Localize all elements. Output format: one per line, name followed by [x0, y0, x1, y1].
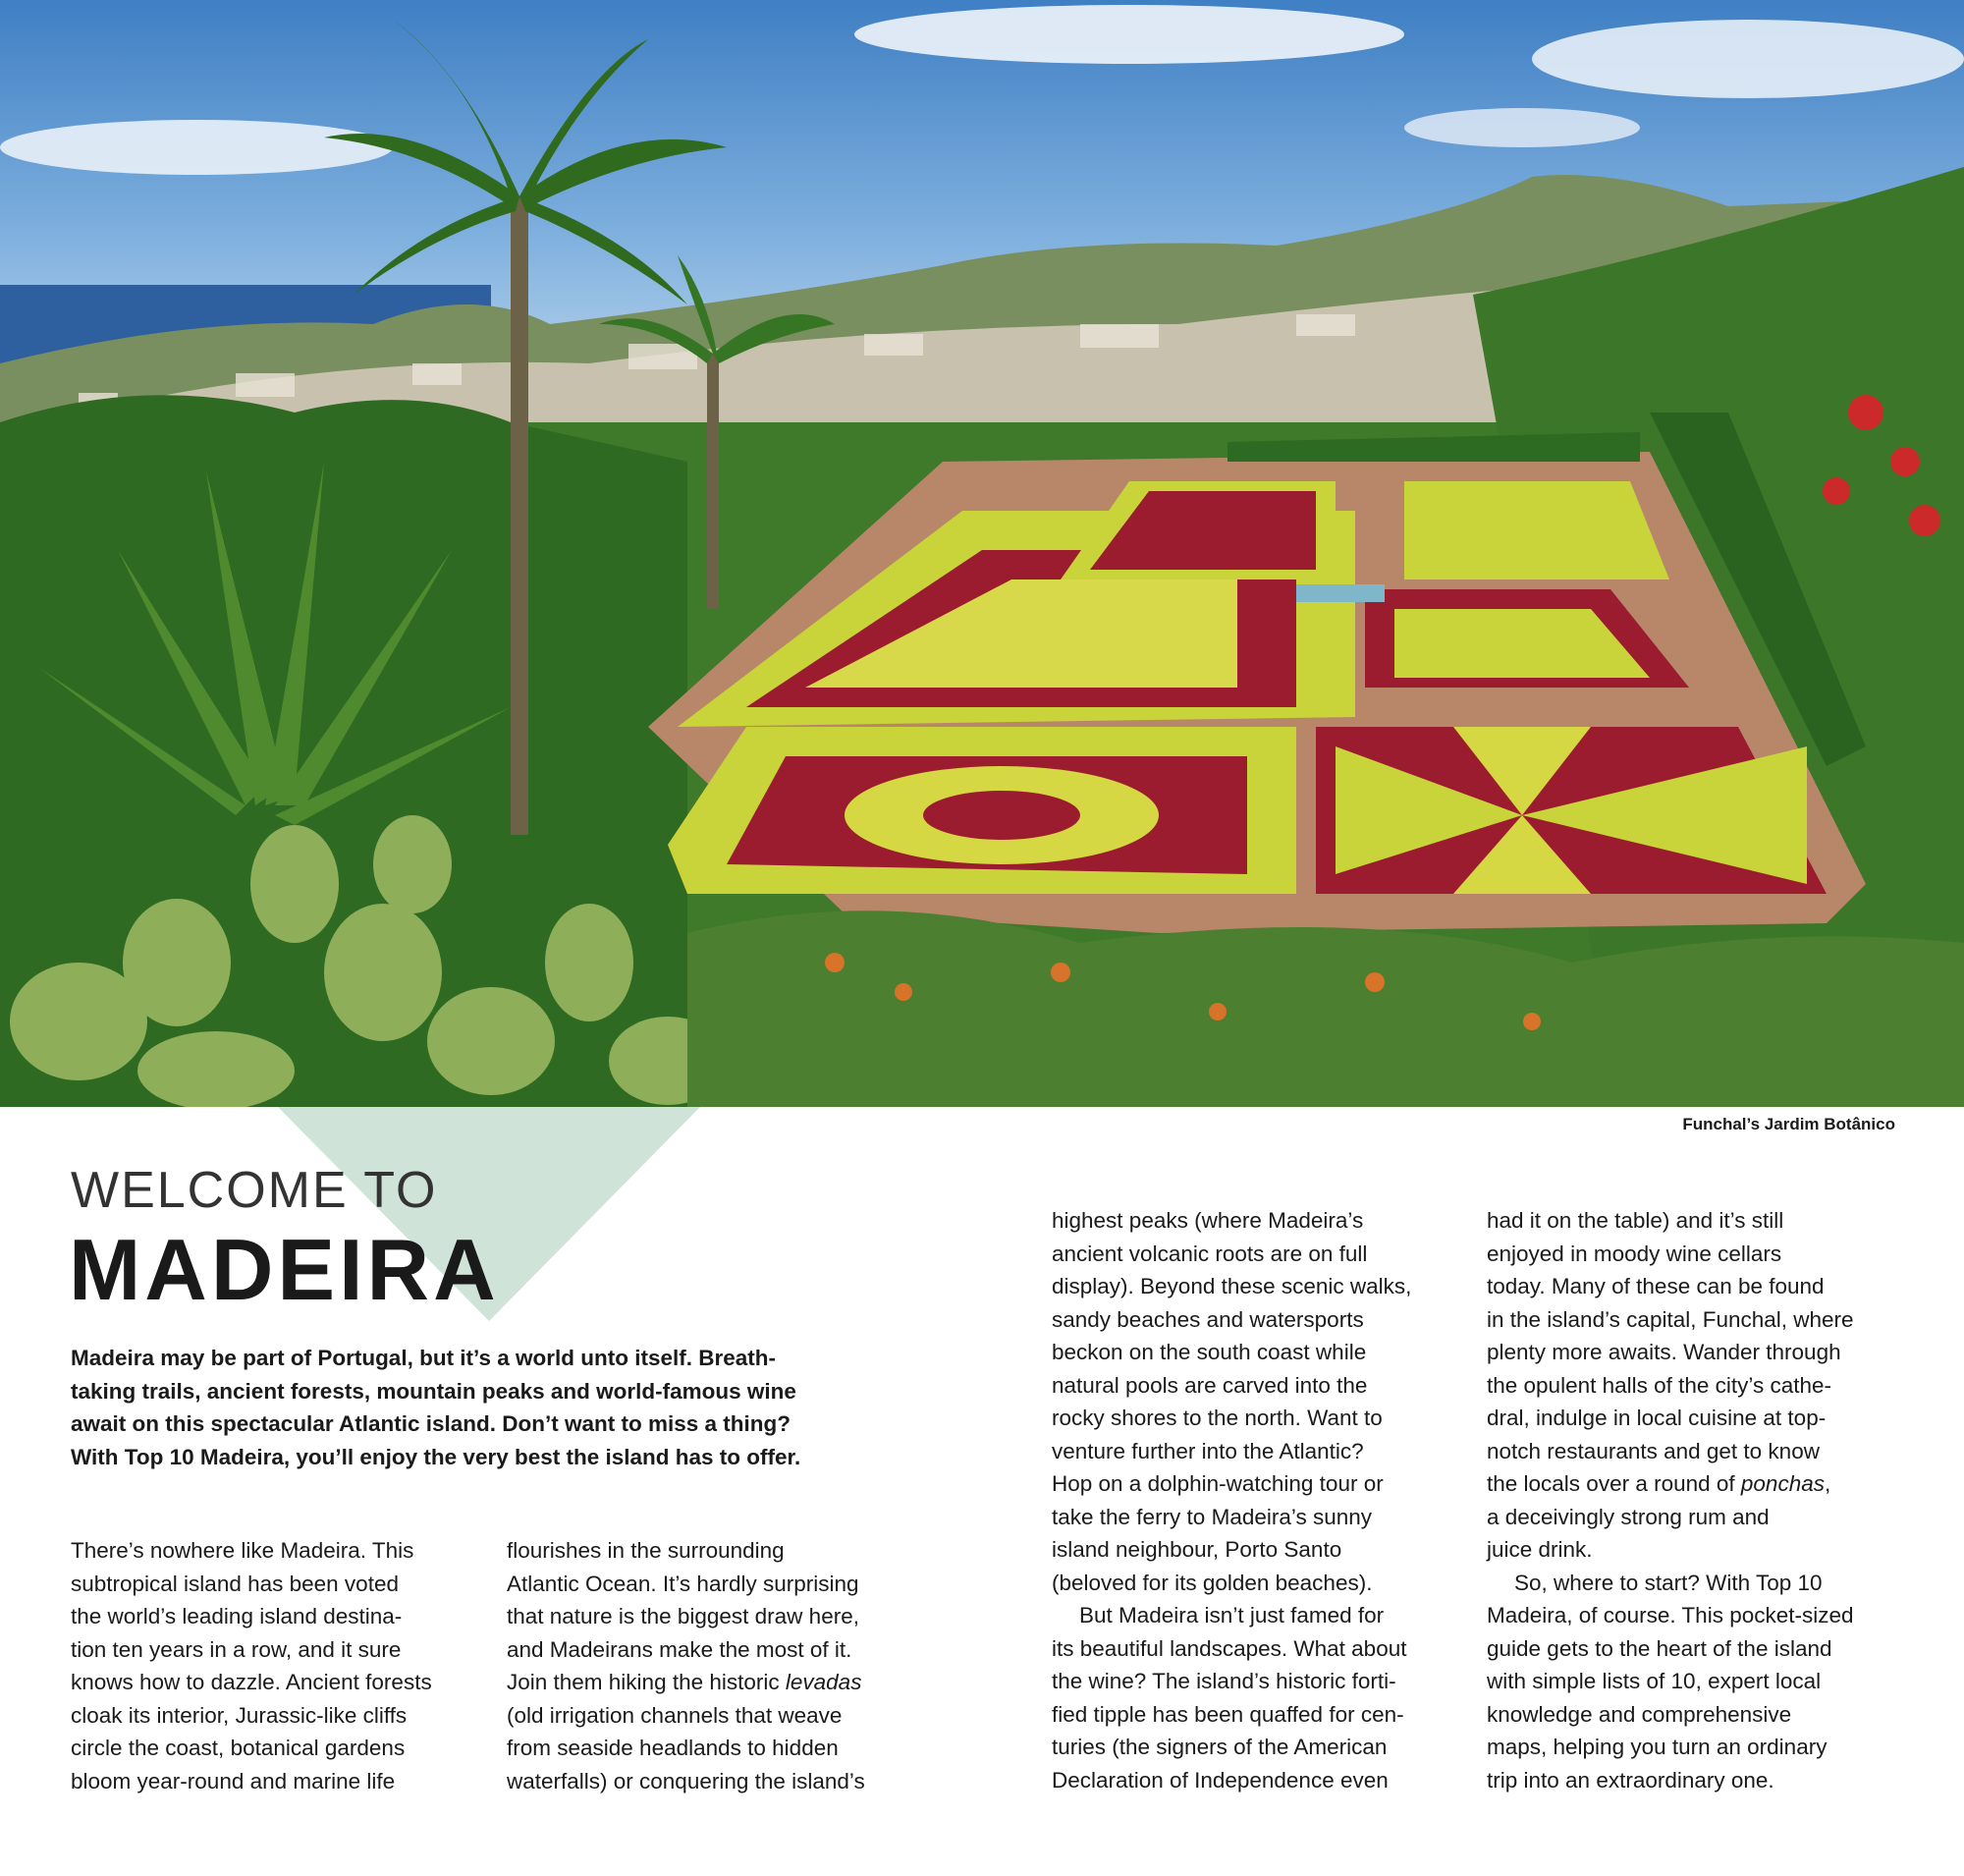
body-line: today. Many of these can be found: [1487, 1274, 1825, 1298]
body-line: in the island’s capital, Funchal, where: [1487, 1306, 1854, 1332]
body-line: guide gets to the heart of the island: [1487, 1635, 1832, 1661]
body-line: dral, indulge in local cuisine at top-: [1487, 1406, 1827, 1430]
body-line: knowledge and comprehensive: [1487, 1701, 1792, 1727]
body-line: enjoyed in moody wine cellars: [1487, 1241, 1782, 1266]
body-line: beckon on the south coast while: [1052, 1340, 1367, 1364]
body-line: venture further into the Atlantic?: [1052, 1438, 1364, 1463]
intro-line: taking trails, ancient forests, mountain peaks and world-famous wine: [71, 1378, 796, 1404]
body-line: maps, helping you turn an ordinary: [1487, 1735, 1828, 1759]
body-line: tion ten years in a row, and it sure: [71, 1636, 402, 1662]
body-line: had it on the table) and it’s still: [1487, 1208, 1784, 1233]
body-line: turies (the signers of the American: [1052, 1735, 1388, 1759]
body-line: [507, 1666, 919, 1699]
body-column-4: [1487, 1204, 1899, 1796]
photo-caption: Funchal’s Jardim Botânico: [1682, 1115, 1895, 1133]
body-line: Hop on a dolphin-watching tour or: [1052, 1471, 1384, 1496]
body-line: and Madeirans make the most of it.: [507, 1636, 852, 1662]
body-line: plenty more awaits. Wander through: [1487, 1340, 1841, 1364]
italic-term: levadas: [785, 1670, 862, 1694]
body-line: Declaration of Independence even: [1052, 1767, 1389, 1793]
intro-line: Madeira may be part of Portugal, but it’s a world unto itself. Breath-: [71, 1346, 777, 1370]
body-line: Atlantic Ocean. It’s hardly surprising: [507, 1571, 859, 1596]
body-line: flourishes in the surrounding: [507, 1538, 785, 1563]
body-column-2: [507, 1534, 919, 1797]
body-line: that nature is the biggest draw here,: [507, 1604, 859, 1628]
body-line: take the ferry to Madeira’s sunny: [1052, 1504, 1372, 1529]
body-line: from seaside headlands to hidden: [507, 1736, 839, 1760]
italic-term: ponchas: [1740, 1471, 1825, 1496]
body-line: subtropical island has been voted: [71, 1571, 399, 1596]
body-line: cloak its interior, Jurassic-like cliffs: [71, 1702, 408, 1728]
body-line: island neighbour, Porto Santo: [1052, 1537, 1342, 1562]
body-line: the world’s leading island destina-: [71, 1604, 403, 1628]
body-line: fied tipple has been quaffed for cen-: [1052, 1701, 1404, 1727]
body-line: waterfalls) or conquering the island’s: [507, 1768, 865, 1793]
welcome-heading: WELCOME TO: [71, 1162, 438, 1219]
page-title: MADEIRA: [69, 1221, 500, 1318]
body-line: trip into an extraordinary one.: [1487, 1767, 1774, 1793]
body-line: the opulent halls of the city’s cathe-: [1487, 1372, 1832, 1398]
body-line: with simple lists of 10, expert local: [1487, 1669, 1822, 1693]
body-line: So, where to start? With Top 10: [1514, 1570, 1823, 1595]
body-line: [1487, 1467, 1899, 1501]
body-line: But Madeira isn’t just famed for: [1079, 1603, 1385, 1628]
body-line: (beloved for its golden beaches).: [1052, 1570, 1373, 1595]
body-line: notch restaurants and get to know: [1487, 1438, 1820, 1463]
body-line: juice drink.: [1487, 1537, 1593, 1562]
body-line: its beautiful landscapes. What about: [1052, 1635, 1407, 1661]
body-line: bloom year-round and marine life: [71, 1768, 396, 1793]
body-line: display). Beyond these scenic walks,: [1052, 1274, 1412, 1298]
body-line: ancient volcanic roots are on full: [1052, 1241, 1368, 1266]
body-line: the wine? The island’s historic forti-: [1052, 1669, 1396, 1693]
body-column-3: [1052, 1204, 1464, 1796]
body-text: ,: [1824, 1471, 1831, 1496]
body-text: Join them hiking the historic: [507, 1670, 786, 1694]
intro-paragraph: [71, 1342, 915, 1473]
intro-line: await on this spectacular Atlantic island. Don’t want to miss a thing?: [71, 1411, 791, 1436]
body-line: a deceivingly strong rum and: [1487, 1504, 1770, 1529]
intro-line: With Top 10 Madeira, you’ll enjoy the very best the island has to offer.: [71, 1444, 801, 1469]
body-line: circle the coast, botanical gardens: [71, 1736, 406, 1760]
body-line: sandy beaches and watersports: [1052, 1306, 1364, 1332]
body-text: the locals over a round of: [1487, 1471, 1741, 1496]
body-column-1: [71, 1534, 483, 1797]
body-line: (old irrigation channels that weave: [507, 1702, 843, 1728]
body-line: highest peaks (where Madeira’s: [1052, 1208, 1364, 1233]
body-line: There’s nowhere like Madeira. This: [71, 1538, 414, 1563]
body-line: natural pools are carved into the: [1052, 1372, 1368, 1398]
body-line: rocky shores to the north. Want to: [1052, 1406, 1383, 1430]
body-line: Madeira, of course. This pocket-sized: [1487, 1603, 1854, 1628]
body-line: knows how to dazzle. Ancient forests: [71, 1670, 432, 1694]
